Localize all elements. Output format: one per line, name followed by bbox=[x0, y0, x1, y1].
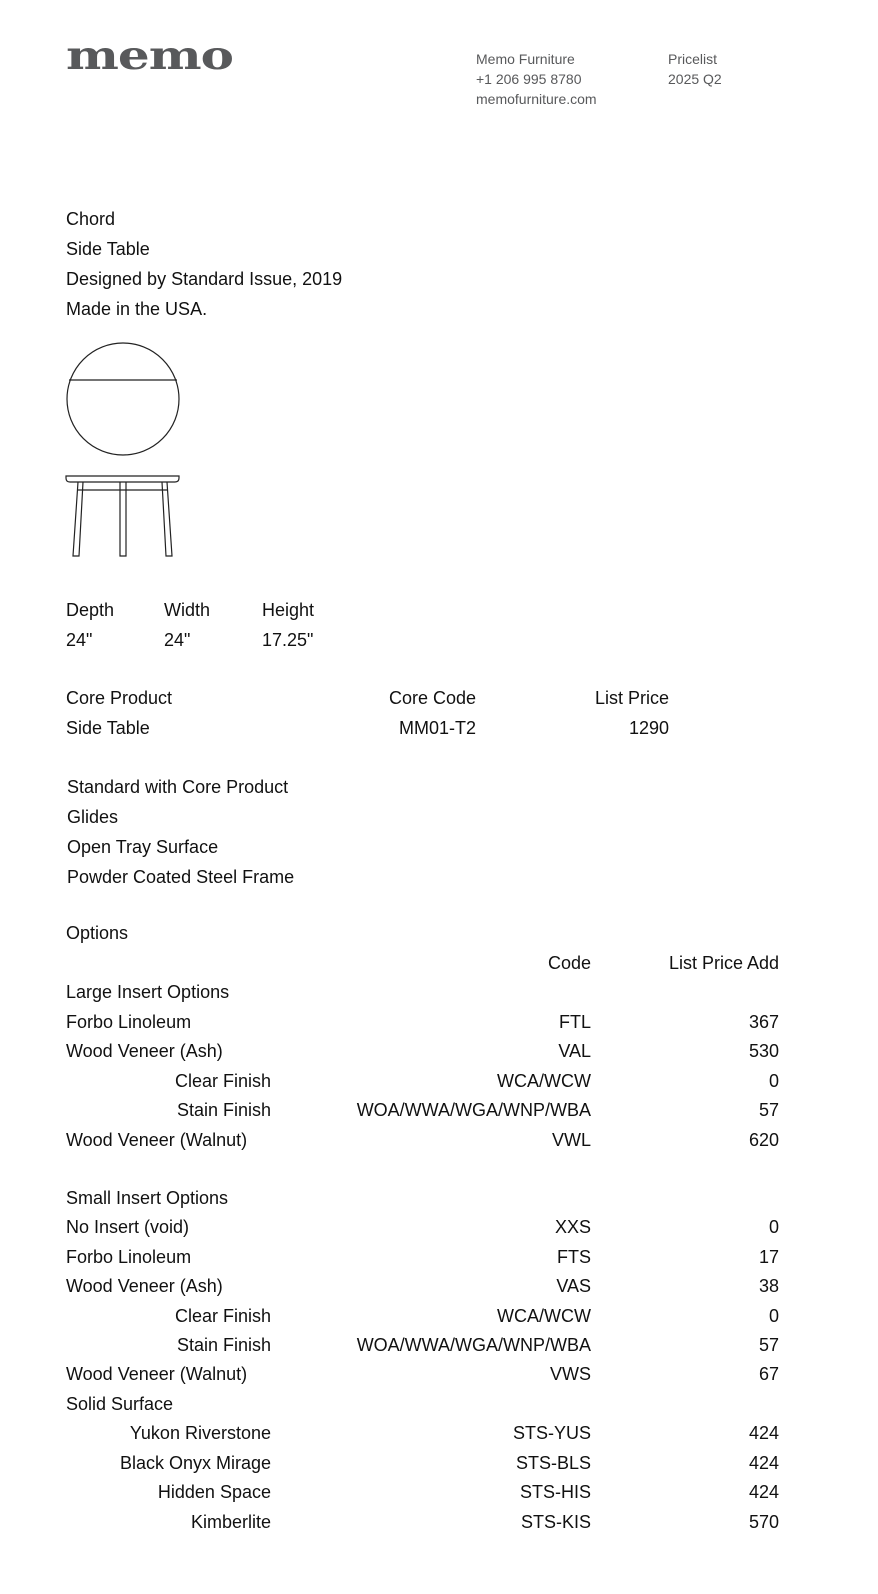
option-code: STS-HIS bbox=[519, 1482, 591, 1502]
option-price: 38 bbox=[758, 1276, 779, 1296]
option-price: 57 bbox=[758, 1100, 779, 1120]
option-name: Forbo Linoleum bbox=[66, 1012, 192, 1032]
option-price: 67 bbox=[758, 1364, 779, 1384]
options-price-header: List Price Add bbox=[668, 953, 779, 973]
brand-logo: memo bbox=[66, 32, 233, 79]
option-price: 530 bbox=[748, 1041, 779, 1061]
option-code: STS-BLS bbox=[515, 1453, 591, 1473]
option-code: STS-KIS bbox=[520, 1512, 591, 1532]
core-product-header: Core Product bbox=[66, 688, 173, 708]
option-price: 0 bbox=[768, 1217, 779, 1237]
table-side-view-drawing bbox=[60, 470, 186, 565]
options-code-header: Code bbox=[547, 953, 591, 973]
option-price: 424 bbox=[748, 1423, 779, 1443]
option-subname: Stain Finish bbox=[176, 1335, 271, 1355]
option-subname: Clear Finish bbox=[174, 1071, 271, 1091]
option-name: Wood Veneer (Ash) bbox=[66, 1276, 223, 1296]
option-price: 424 bbox=[748, 1482, 779, 1502]
height-value: 17.25" bbox=[262, 630, 314, 650]
option-price: 0 bbox=[768, 1306, 779, 1326]
product-type: Side Table bbox=[66, 239, 150, 259]
width-label: Width bbox=[164, 600, 211, 620]
option-price: 367 bbox=[748, 1012, 779, 1032]
company-phone: +1 206 995 8780 bbox=[476, 71, 582, 87]
option-code: STS-YUS bbox=[512, 1423, 591, 1443]
depth-value: 24" bbox=[66, 630, 93, 650]
option-code: VAL bbox=[558, 1041, 591, 1061]
option-code: WOA/WWA/WGA/WNP/WBA bbox=[356, 1100, 591, 1120]
standard-item: Powder Coated Steel Frame bbox=[67, 867, 295, 887]
company-info bbox=[476, 49, 597, 109]
large-insert-title: Large Insert Options bbox=[66, 982, 230, 1002]
option-name: No Insert (void) bbox=[66, 1217, 190, 1237]
product-info bbox=[66, 204, 342, 324]
option-price: 570 bbox=[748, 1512, 779, 1532]
core-code-value: MM01-T2 bbox=[398, 718, 476, 738]
option-price: 57 bbox=[758, 1335, 779, 1355]
company-website: memofurniture.com bbox=[476, 91, 597, 107]
option-name: Wood Veneer (Ash) bbox=[66, 1041, 223, 1061]
option-subname: Yukon Riverstone bbox=[129, 1423, 271, 1443]
standard-title: Standard with Core Product bbox=[67, 777, 289, 797]
option-subname: Black Onyx Mirage bbox=[119, 1453, 271, 1473]
doc-info bbox=[668, 49, 722, 89]
option-subname: Hidden Space bbox=[157, 1482, 271, 1502]
option-code: VWL bbox=[551, 1130, 591, 1150]
option-price: 424 bbox=[748, 1453, 779, 1473]
solid-surface-title: Solid Surface bbox=[66, 1394, 174, 1414]
small-insert-title: Small Insert Options bbox=[66, 1188, 229, 1208]
option-name: Wood Veneer (Walnut) bbox=[66, 1364, 248, 1384]
width-value: 24" bbox=[164, 630, 191, 650]
standard-item: Open Tray Surface bbox=[67, 837, 219, 857]
option-price: 0 bbox=[768, 1071, 779, 1091]
option-name: Wood Veneer (Walnut) bbox=[66, 1130, 248, 1150]
option-code: FTL bbox=[558, 1012, 591, 1032]
option-code: VWS bbox=[549, 1364, 591, 1384]
doc-period: 2025 Q2 bbox=[668, 71, 722, 87]
option-code: WOA/WWA/WGA/WNP/WBA bbox=[356, 1335, 591, 1355]
product-name: Chord bbox=[66, 209, 116, 229]
option-code: VAS bbox=[556, 1276, 591, 1296]
height-label: Height bbox=[262, 600, 315, 620]
depth-label: Depth bbox=[66, 600, 115, 620]
option-price: 17 bbox=[758, 1247, 779, 1267]
standard-item: Glides bbox=[67, 807, 119, 827]
product-origin: Made in the USA. bbox=[66, 299, 208, 319]
option-code: WCA/WCW bbox=[497, 1306, 591, 1326]
option-code: WCA/WCW bbox=[497, 1071, 591, 1091]
option-subname: Clear Finish bbox=[174, 1306, 271, 1326]
standard-features bbox=[67, 772, 294, 892]
option-subname: Kimberlite bbox=[190, 1512, 271, 1532]
core-price-value: 1290 bbox=[628, 718, 669, 738]
option-name: Forbo Linoleum bbox=[66, 1247, 192, 1267]
core-price-header: List Price bbox=[594, 688, 669, 708]
product-designer: Designed by Standard Issue, 2019 bbox=[66, 269, 343, 289]
core-code-header: Core Code bbox=[388, 688, 476, 708]
option-code: XXS bbox=[554, 1217, 591, 1237]
option-code: FTS bbox=[557, 1247, 591, 1267]
options-title: Options bbox=[66, 923, 129, 943]
option-subname: Stain Finish bbox=[176, 1100, 271, 1120]
table-top-view-drawing bbox=[60, 336, 186, 462]
company-name: Memo Furniture bbox=[476, 51, 575, 67]
core-product-name: Side Table bbox=[66, 718, 150, 738]
doc-title: Pricelist bbox=[668, 51, 718, 67]
option-price: 620 bbox=[748, 1130, 779, 1150]
